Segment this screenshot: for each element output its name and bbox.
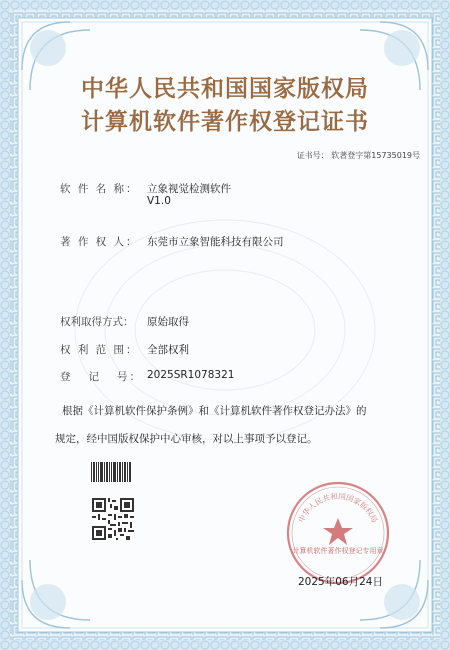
- registration-number-label: 登 记 号：: [60, 371, 143, 383]
- seal-ring-text: 中华人民共和国国家版权局: [296, 491, 380, 525]
- svg-text:中华人民共和国国家版权局: [296, 491, 379, 524]
- barcode: [90, 461, 132, 483]
- title-line-2: 计算机软件著作权登记证书: [81, 108, 369, 135]
- acquisition-method-label: 权利取得方式：: [60, 316, 134, 328]
- seal-text: 计算机软件著作权登记专用章: [292, 547, 384, 555]
- software-name-value: 立象视觉检测软件: [147, 183, 231, 195]
- title-line-1: 中华人民共和国国家版权局: [81, 75, 369, 102]
- paragraph-line-1: 根据《计算机软件保护条例》和《计算机软件著作权登记办法》的: [62, 405, 367, 417]
- seal-star-icon: [323, 518, 353, 545]
- certificate-number-label: 证书号：: [296, 151, 329, 160]
- official-seal: [283, 478, 393, 588]
- paragraph-line-2: 规定，经中国版权保护中心审核，对以上事项予以登记。: [55, 433, 318, 445]
- rights-scope-label: 权 利 范 围：: [60, 344, 139, 356]
- certificate-number: [297, 150, 420, 161]
- registration-number-value: 2025SR1078321: [147, 369, 235, 381]
- software-name-label: 软 件 名 称：: [60, 183, 139, 195]
- software-version-value: V1.0: [147, 195, 171, 207]
- qr-code: [92, 498, 134, 540]
- copyright-owner-label: 著 作 权 人：: [60, 236, 139, 248]
- issue-date: 2025年06月24日: [298, 576, 383, 588]
- rights-scope-value: 全部权利: [147, 344, 189, 356]
- acquisition-method-value: 原始取得: [147, 316, 189, 328]
- certificate-number-value: 软著登字第15735019号: [331, 151, 420, 160]
- copyright-owner-value: 东莞市立象智能科技有限公司: [147, 236, 284, 248]
